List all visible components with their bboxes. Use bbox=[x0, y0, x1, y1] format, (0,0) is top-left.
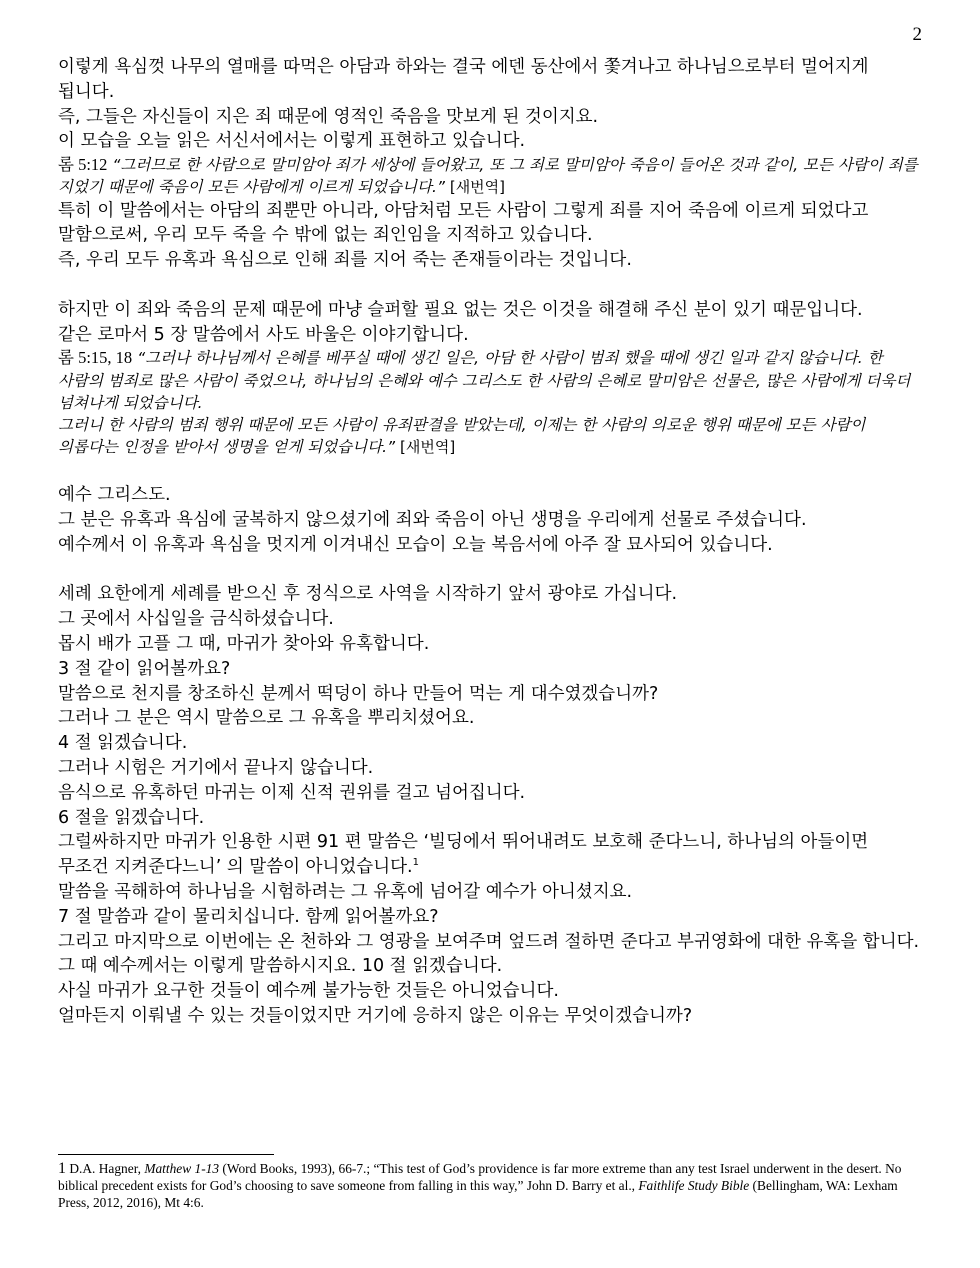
paragraph: 3 절 같이 읽어볼까요? bbox=[58, 658, 231, 679]
scripture-ref: 롬 5:15, 18 bbox=[58, 348, 133, 368]
paragraph: 같은 로마서 5 장 말씀에서 사도 바울은 이야기합니다. bbox=[58, 324, 469, 345]
paragraph: 몹시 배가 고플 그 때, 마귀가 찾아와 유혹합니다. bbox=[58, 633, 430, 654]
scripture-text: 그러니 한 사람의 범죄 행위 때문에 모든 사람이 유죄판결을 받았는데, 이제는 한 사람의 의로운 행위 때문에 모든 사람이 의롭다는 인정을 받아서 생명을 얻게 되었습니다.” bbox=[58, 415, 866, 457]
paragraph: 말씀을 곡해하여 하나님을 시험하려는 그 유혹에 넘어갈 예수가 아니셨지요. bbox=[58, 881, 633, 902]
translation-tag: [새번역] bbox=[449, 178, 506, 197]
paragraph: 그 때 예수께서는 이렇게 말씀하시지요. 10 절 읽겠습니다. bbox=[58, 956, 503, 977]
footnote-text: (Bellingham, WA: Lexham Press, 2012, 2016), Mt 4:6. bbox=[58, 1178, 898, 1210]
footnote-text: D.A. Hagner, bbox=[69, 1161, 145, 1176]
scripture-ref: 롬 5:12 bbox=[58, 155, 108, 175]
paragraph: 7 절 말씀과 같이 물리치십니다. 함께 읽어볼까요? bbox=[58, 906, 439, 927]
footnote bbox=[58, 1160, 924, 1211]
paragraph: 그러나 그 분은 역시 말씀으로 그 유혹을 뿌리치셨어요. bbox=[58, 708, 475, 729]
paragraph-gap bbox=[58, 558, 924, 583]
paragraph: 사실 마귀가 요구한 것들이 예수께 불가능한 것들은 아니었습니다. bbox=[58, 981, 559, 1002]
sermon-body bbox=[58, 55, 924, 1029]
footnote-marker[interactable]: 1 bbox=[412, 857, 419, 869]
paragraph: 음식으로 유혹하던 마귀는 이제 신적 권위를 걸고 넘어집니다. bbox=[58, 782, 526, 803]
paragraph: 얼마든지 이뤄낼 수 있는 것들이었지만 거기에 응하지 않은 이유는 무엇이겠습니까? bbox=[58, 1005, 693, 1026]
translation-tag: [새번역] bbox=[400, 438, 456, 457]
scripture-text: “그러나 하나님께서 은혜를 베푸실 때에 생긴 일은, 아담 한 사람이 범죄 했을 때에 생긴 일과 같지 않습니다. 한 사람의 범죄로 많은 사람이 죽었으나, 하나님의 은혜와 예수 그리스도 한 사람의 은혜로 말미암은 선물은, 많은 사람에게 더욱더 넘쳐나게 되었습니다. bbox=[58, 349, 911, 412]
paragraph: 그 분은 유혹과 욕심에 굴복하지 않으셨기에 죄와 죽음이 아닌 생명을 우리에게 선물로 주셨습니다. bbox=[58, 509, 807, 530]
paragraph: 이 모습을 오늘 읽은 서신서에서는 이렇게 표현하고 있습니다. bbox=[58, 131, 526, 152]
footnote-text: (Word Books, 1993), 66-7.; “This test of God’s providence is far more extreme than any test Israel underwent in the desert. No biblical precedent exists for God’s choosing to save someone from falling in this way,” John D. Barry et al., bbox=[58, 1161, 902, 1193]
paragraph-gap bbox=[58, 458, 924, 483]
scripture-text: “그러므로 한 사람으로 말미암아 죄가 세상에 들어왔고, 또 그 죄로 말미암아 죽음이 들어온 것과 같이, 모든 사람이 죄를 지었기 때문에 죽음이 모든 사람에게 이르게 되었습니다.” bbox=[58, 156, 918, 197]
paragraph: 말씀으로 천지를 창조하신 분께서 떡덩이 하나 만들어 먹는 게 대수였겠습니까? bbox=[58, 683, 659, 704]
paragraph: 그리고 마지막으로 이번에는 온 천하와 그 영광을 보여주며 엎드려 절하면 준다고 부귀영화에 대한 유혹을 합니다. bbox=[58, 931, 920, 952]
scripture-quote-rom-5-15 bbox=[58, 347, 924, 414]
paragraph: 4 절 읽겠습니다. bbox=[58, 733, 188, 754]
footnote-title: Matthew 1-13 bbox=[144, 1161, 220, 1176]
paragraph: 세례 요한에게 세례를 받으신 후 정식으로 사역을 시작하기 앞서 광야로 가십니다. bbox=[58, 584, 678, 605]
paragraph: 예수 그리스도. bbox=[58, 485, 171, 506]
paragraph: 그러나 시험은 거기에서 끝나지 않습니다. bbox=[58, 757, 374, 778]
paragraph: 즉, 우리 모두 유혹과 욕심으로 인해 죄를 지어 죽는 존재들이라는 것입니다. bbox=[58, 250, 632, 271]
paragraph: 6 절을 읽겠습니다. bbox=[58, 807, 205, 828]
scripture-quote-rom-5-18 bbox=[58, 414, 924, 458]
scripture-quote-rom-5-12 bbox=[58, 154, 924, 198]
page-number: 2 bbox=[912, 24, 922, 45]
paragraph: 하지만 이 죄와 죽음의 문제 때문에 마냥 슬퍼할 필요 없는 것은 이것을 해결해 주신 분이 있기 때문입니다. bbox=[58, 299, 863, 320]
footnote-number: 1 bbox=[58, 1160, 66, 1177]
footnote-title: Faithlife Study Bible bbox=[638, 1178, 750, 1193]
paragraph-gap bbox=[58, 273, 924, 298]
paragraph: 그 곳에서 사십일을 금식하셨습니다. bbox=[58, 609, 334, 630]
paragraph: 이렇게 욕심껏 나무의 열매를 따먹은 아담과 하와는 결국 에덴 동산에서 쫓겨나고 하나님으로부터 멀어지게 됩니다. bbox=[58, 57, 869, 102]
paragraph: 즉, 그들은 자신들이 지은 죄 때문에 영적인 죽음을 맛보게 된 것이지요. bbox=[58, 106, 599, 127]
paragraph: 특히 이 말씀에서는 아담의 죄뿐만 아니라, 아담처럼 모든 사람이 그렇게 죄를 지어 죽음에 이르게 되었다고 말함으로써, 우리 모두 죽을 수 밖에 없는 죄인임을 지적하고 있습니다. bbox=[58, 200, 869, 246]
paragraph-with-footnote bbox=[58, 830, 924, 880]
footnote-divider bbox=[58, 1154, 274, 1155]
paragraph: 예수께서 이 유혹과 욕심을 멋지게 이겨내신 모습이 오늘 복음서에 아주 잘 묘사되어 있습니다. bbox=[58, 534, 773, 555]
paragraph-text: 그럴싸하지만 마귀가 인용한 시편 91 편 말씀은 ‘빌딩에서 뛰어내려도 보호해 준다느니, 하나님의 아들이면 무조건 지켜준다느니’ 의 말씀이 아니었습니다. bbox=[58, 832, 869, 878]
